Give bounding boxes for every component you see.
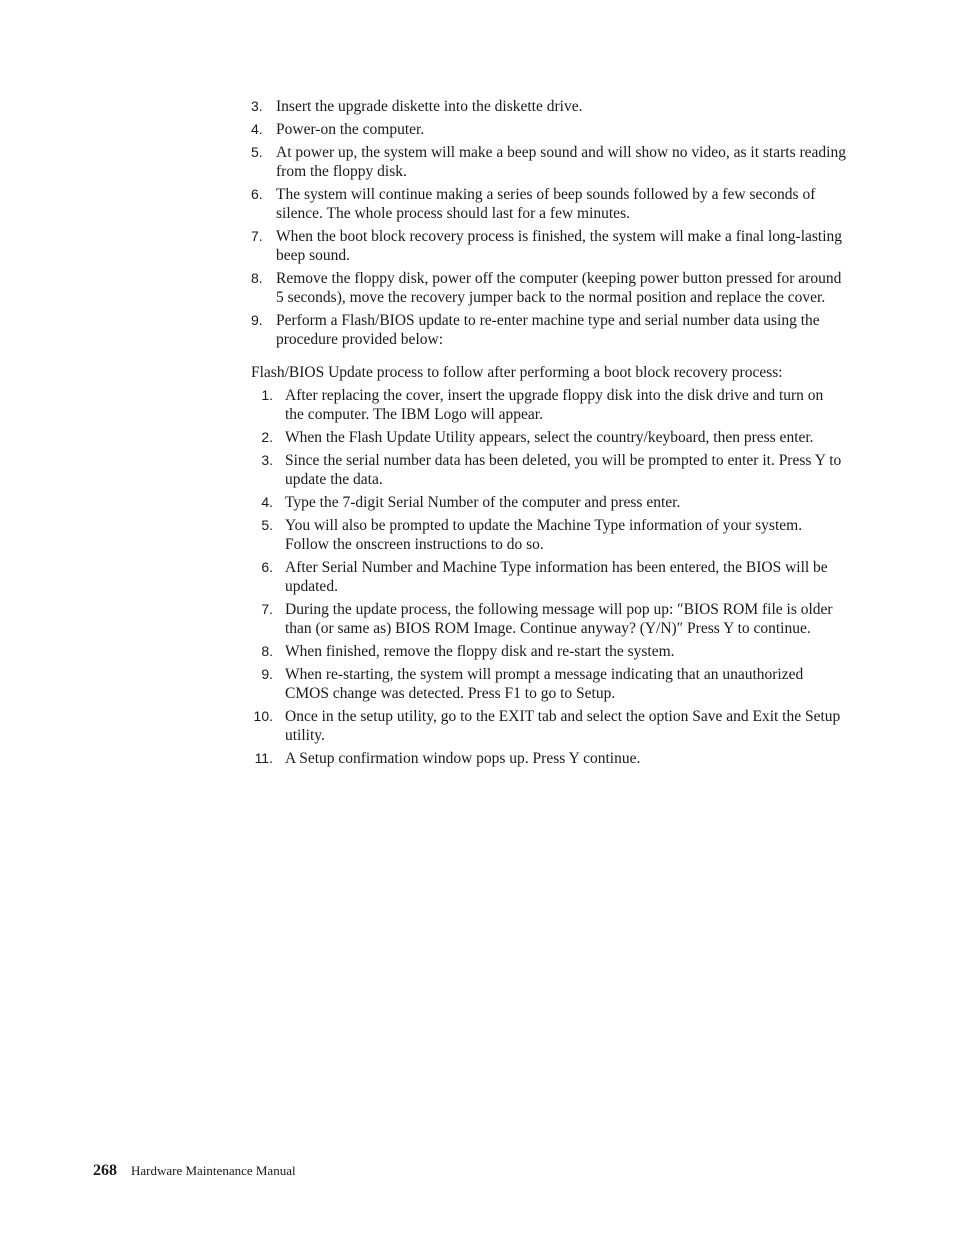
step-text: When re-starting, the system will prompt a message indicating that an unauthorized CMOS change was detected. Press F1 to go to Setup. [285, 666, 804, 702]
step-text: Once in the setup utility, go to the EXIT tab and select the option Save and Exit the Setup utility. [285, 708, 841, 744]
step-text: When the boot block recovery process is finished, the system will make a final long-lasting beep sound. [276, 228, 843, 264]
step-text: At power up, the system will make a beep sound and will show no video, as it starts reading from the floppy disk. [276, 144, 846, 180]
step-text: A Setup confirmation window pops up. Press Y continue. [285, 750, 641, 767]
list-item [251, 516, 846, 554]
step-number: 6. [261, 559, 273, 575]
step-number: 5. [261, 517, 273, 533]
step-number: 3. [251, 98, 263, 114]
step-text: Insert the upgrade diskette into the diskette drive. [276, 98, 583, 115]
step-number: 5. [251, 144, 263, 160]
list-item [251, 451, 846, 489]
step-number: 11. [254, 750, 273, 766]
page-number: 268 [93, 1162, 117, 1179]
page-footer [93, 1162, 296, 1180]
step-number: 7. [251, 228, 263, 244]
step-text: During the update process, the following message will pop up: ″BIOS ROM file is older than (or same as) BIOS ROM Image. Continue anyway? (Y/N)″ Press Y to continue. [285, 601, 833, 637]
list-item [251, 493, 846, 512]
step-number: 9. [261, 666, 273, 682]
step-text: After Serial Number and Machine Type information has been entered, the BIOS will be updated. [285, 559, 828, 595]
recovery-steps-list [251, 97, 846, 349]
list-item [251, 185, 846, 223]
page-content [251, 97, 846, 772]
list-item [251, 97, 846, 116]
list-item [251, 707, 846, 745]
step-text: Power-on the computer. [276, 121, 425, 138]
step-text: When finished, remove the floppy disk and re-start the system. [285, 643, 675, 660]
step-number: 8. [251, 270, 263, 286]
manual-title: Hardware Maintenance Manual [131, 1163, 296, 1178]
step-text: Remove the floppy disk, power off the computer (keeping power button pressed for around 5 seconds), move the recovery jumper back to the normal position and replace the cover. [276, 270, 842, 306]
step-number: 8. [261, 643, 273, 659]
step-number: 1. [261, 387, 273, 403]
step-number: 4. [251, 121, 263, 137]
step-number: 3. [261, 452, 273, 468]
step-number: 7. [261, 601, 273, 617]
step-text: You will also be prompted to update the Machine Type information of your system. Follow the onscreen instructions to do so. [285, 517, 803, 553]
list-item [251, 558, 846, 596]
list-item [251, 749, 846, 768]
step-number: 9. [251, 312, 263, 328]
step-text: Type the 7-digit Serial Number of the computer and press enter. [285, 494, 681, 511]
step-number: 2. [261, 429, 273, 445]
list-item [251, 120, 846, 139]
flash-update-steps-list [251, 386, 846, 768]
list-item [251, 386, 846, 424]
list-item [251, 642, 846, 661]
step-text: After replacing the cover, insert the upgrade floppy disk into the disk drive and turn on the computer. The IBM Logo will appear. [285, 387, 824, 423]
step-text: Perform a Flash/BIOS update to re-enter machine type and serial number data using the procedure provided below: [276, 312, 820, 348]
step-text: The system will continue making a series of beep sounds followed by a few seconds of silence. The whole process should last for a few minutes. [276, 186, 816, 222]
list-item [251, 428, 846, 447]
list-item [251, 227, 846, 265]
list-item [251, 269, 846, 307]
list-item [251, 143, 846, 181]
step-text: When the Flash Update Utility appears, select the country/keyboard, then press enter. [285, 429, 814, 446]
list-item [251, 311, 846, 349]
step-number: 10. [253, 708, 273, 724]
list-item [251, 665, 846, 703]
list-item [251, 600, 846, 638]
flash-update-intro: Flash/BIOS Update process to follow after performing a boot block recovery process: [251, 364, 783, 381]
step-number: 6. [251, 186, 263, 202]
step-text: Since the serial number data has been deleted, you will be prompted to enter it. Press Y to update the data. [285, 452, 842, 488]
step-number: 4. [261, 494, 273, 510]
